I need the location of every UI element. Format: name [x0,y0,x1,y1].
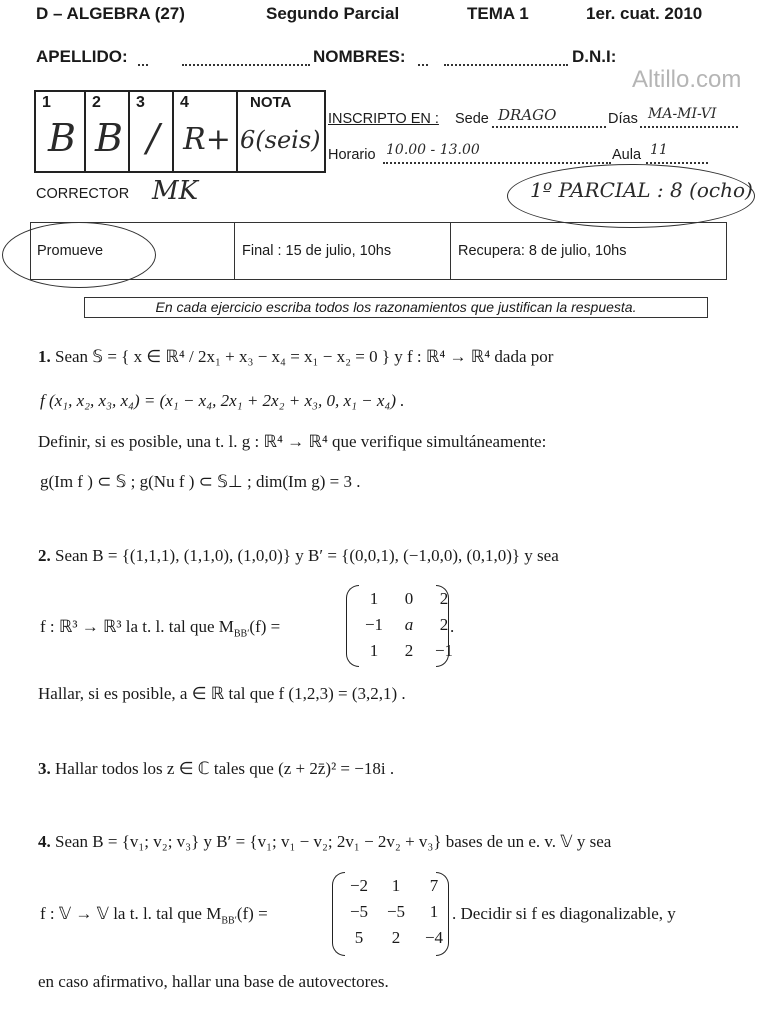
grade-cell-1 [36,92,86,171]
final-text: Final : 15 de julio, 10hs [242,243,392,259]
grade-cell-answer: R+ [183,122,231,157]
problem-1-line-4: g(Im f ) ⊂ 𝕊 ; g(Nu f ) ⊂ 𝕊⊥ ; dim(Im g) = 3 . [40,472,361,491]
problem-4-line-2-pre: f : 𝕍 → 𝕍 la t. l. tal que M [40,904,222,923]
problem-1 [38,347,553,367]
problem-4-line-2-post: (f) = [236,904,268,923]
grade-cell-number: 4 [180,94,189,111]
problem-2-line-3: Hallar, si es posible, a ∈ ℝ tal que f (1,2,3) = (3,2,1) . [38,684,406,703]
matrix-right-bracket [436,585,449,667]
matrix-cell: 2 [439,589,449,608]
problem-4-line-2 [40,904,268,926]
matrix-cell: 2 [391,928,401,947]
apellido-dots-b [182,50,310,66]
grade-cell-answer: B [48,116,76,160]
problem-1-line-2: f (x₁, x₂, x₃, x₄) = (x₁ − x₄, 2x₁ + 2x₂ + x₃, 0, x₁ − x₄) . [40,391,405,410]
inscripto-label: INSCRIPTO EN : [328,111,439,127]
course-title: D – ALGEBRA (27) [36,4,185,23]
grades-box [34,90,326,173]
problem-4-line-3: en caso afirmativo, hallar una base de autovectores. [38,972,389,991]
problem-1-line-1: Sean 𝕊 = { x ∈ ℝ⁴ / 2x₁ + x₃ − x₄ = x₁ − x₂ = 0 } y f : ℝ⁴ → ℝ⁴ dada por [55,347,554,366]
dni-label: D.N.I: [572,47,617,66]
matrix-cell: 7 [429,876,439,895]
term-label: 1er. cuat. 2010 [586,4,703,23]
aula-value: 11 [650,142,668,158]
grade-cell-number: 3 [136,94,145,111]
nombres-dots-b [444,50,568,66]
problem-number: 3. [38,759,51,778]
grade-cell-answer: / [146,116,160,160]
problem-2-line-1: Sean B = {(1,1,1), (1,1,0), (1,0,0)} y B′ = {(0,0,1), (−1,0,0), (0,1,0)} y sea [55,546,559,565]
recupera-text: Recupera: 8 de julio, 10hs [458,243,627,259]
matrix-cell: 0 [404,589,414,608]
matrix-cell: 5 [354,928,364,947]
nombres-label: NOMBRES: [313,47,406,66]
nota-label: NOTA [250,94,292,111]
recupera-cell [452,223,724,279]
matrix-cell: −2 [349,876,369,895]
matrix-cell: 1 [369,641,379,660]
problem-number: 1. [38,347,51,366]
corrector-value: MK [152,176,199,206]
matrix-subscript: BB′ [221,915,237,927]
problem-2-line-2 [40,617,280,639]
nota-value: 6(seis) [240,126,321,154]
problem-4-line-2-after: . Decidir si f es diagonalizable, y [452,904,676,923]
watermark: Altillo.com [632,66,742,93]
matrix-right-bracket [436,872,449,956]
matrix-subscript: BB′ [233,628,250,640]
grade-cell-4 [174,92,238,171]
grade-cell-number: 2 [92,94,101,111]
aula-label: Aula [612,147,642,163]
matrix-cell: a [404,615,414,634]
exam-title: Segundo Parcial [266,4,400,23]
grade-cell-2 [86,92,130,171]
promueve-circle [2,222,156,288]
problem-3 [38,759,394,779]
grade-cell-number: 1 [42,94,51,111]
problem-1-line-3: Definir, si es posible, una t. l. g : ℝ⁴ → ℝ⁴ que verifique simultáneamente: [38,432,547,451]
promueve-text: Promueve [37,243,104,259]
sede-value: DRAGO [498,106,557,124]
problem-2-line-2-post: (f) = [249,617,281,636]
primer-parcial-note: 1º PARCIAL : 8 (ocho) [530,178,753,202]
problem-3-line-1: Hallar todos los z ∈ ℂ tales que (z + 2z̄)² = −18i . [55,759,395,778]
matrix-cell: −4 [424,928,444,947]
nombres-dots-a [418,50,428,66]
nota-cell [238,92,322,171]
matrix-cell: 2 [439,615,449,634]
grade-cell-3 [130,92,174,171]
matrix-cell: 1 [369,589,379,608]
instructions-box: En cada ejercicio escriba todos los razonamientos que justifican la respuesta. [84,297,708,318]
problem-2-line-2-pre: f : ℝ³ → ℝ³ la t. l. tal que M [40,617,234,636]
matrix-cell: −1 [364,615,384,634]
matrix-cell: −5 [349,902,369,921]
apellido-dots-a [138,50,148,66]
sede-label: Sede [455,111,489,127]
dias-label: Días [608,111,638,127]
horario-label: Horario [328,147,376,163]
matrix-cell: 1 [429,902,439,921]
apellido-label: APELLIDO: [36,47,128,66]
problem-number: 4. [38,832,51,851]
matrix-cell: −5 [386,902,406,921]
problem-4 [38,832,611,852]
tema-label: TEMA 1 [467,4,529,23]
corrector-label: CORRECTOR [36,186,130,202]
grade-cell-answer: B [95,116,123,160]
matrix-cell: −1 [434,641,454,660]
dias-value: MA-MI-VI [648,106,717,122]
final-cell [236,223,451,279]
problem-4-line-1: Sean B = {v₁; v₂; v₃} y B′ = {v₁; v₁ − v₂; 2v₁ − 2v₂ + v₃} bases de un e. v. 𝕍 y sea [55,832,612,851]
problem-2 [38,546,559,566]
problem-number: 2. [38,546,51,565]
matrix-cell: 1 [391,876,401,895]
horario-value: 10.00 - 13.00 [386,142,480,158]
matrix-cell: 2 [404,641,414,660]
